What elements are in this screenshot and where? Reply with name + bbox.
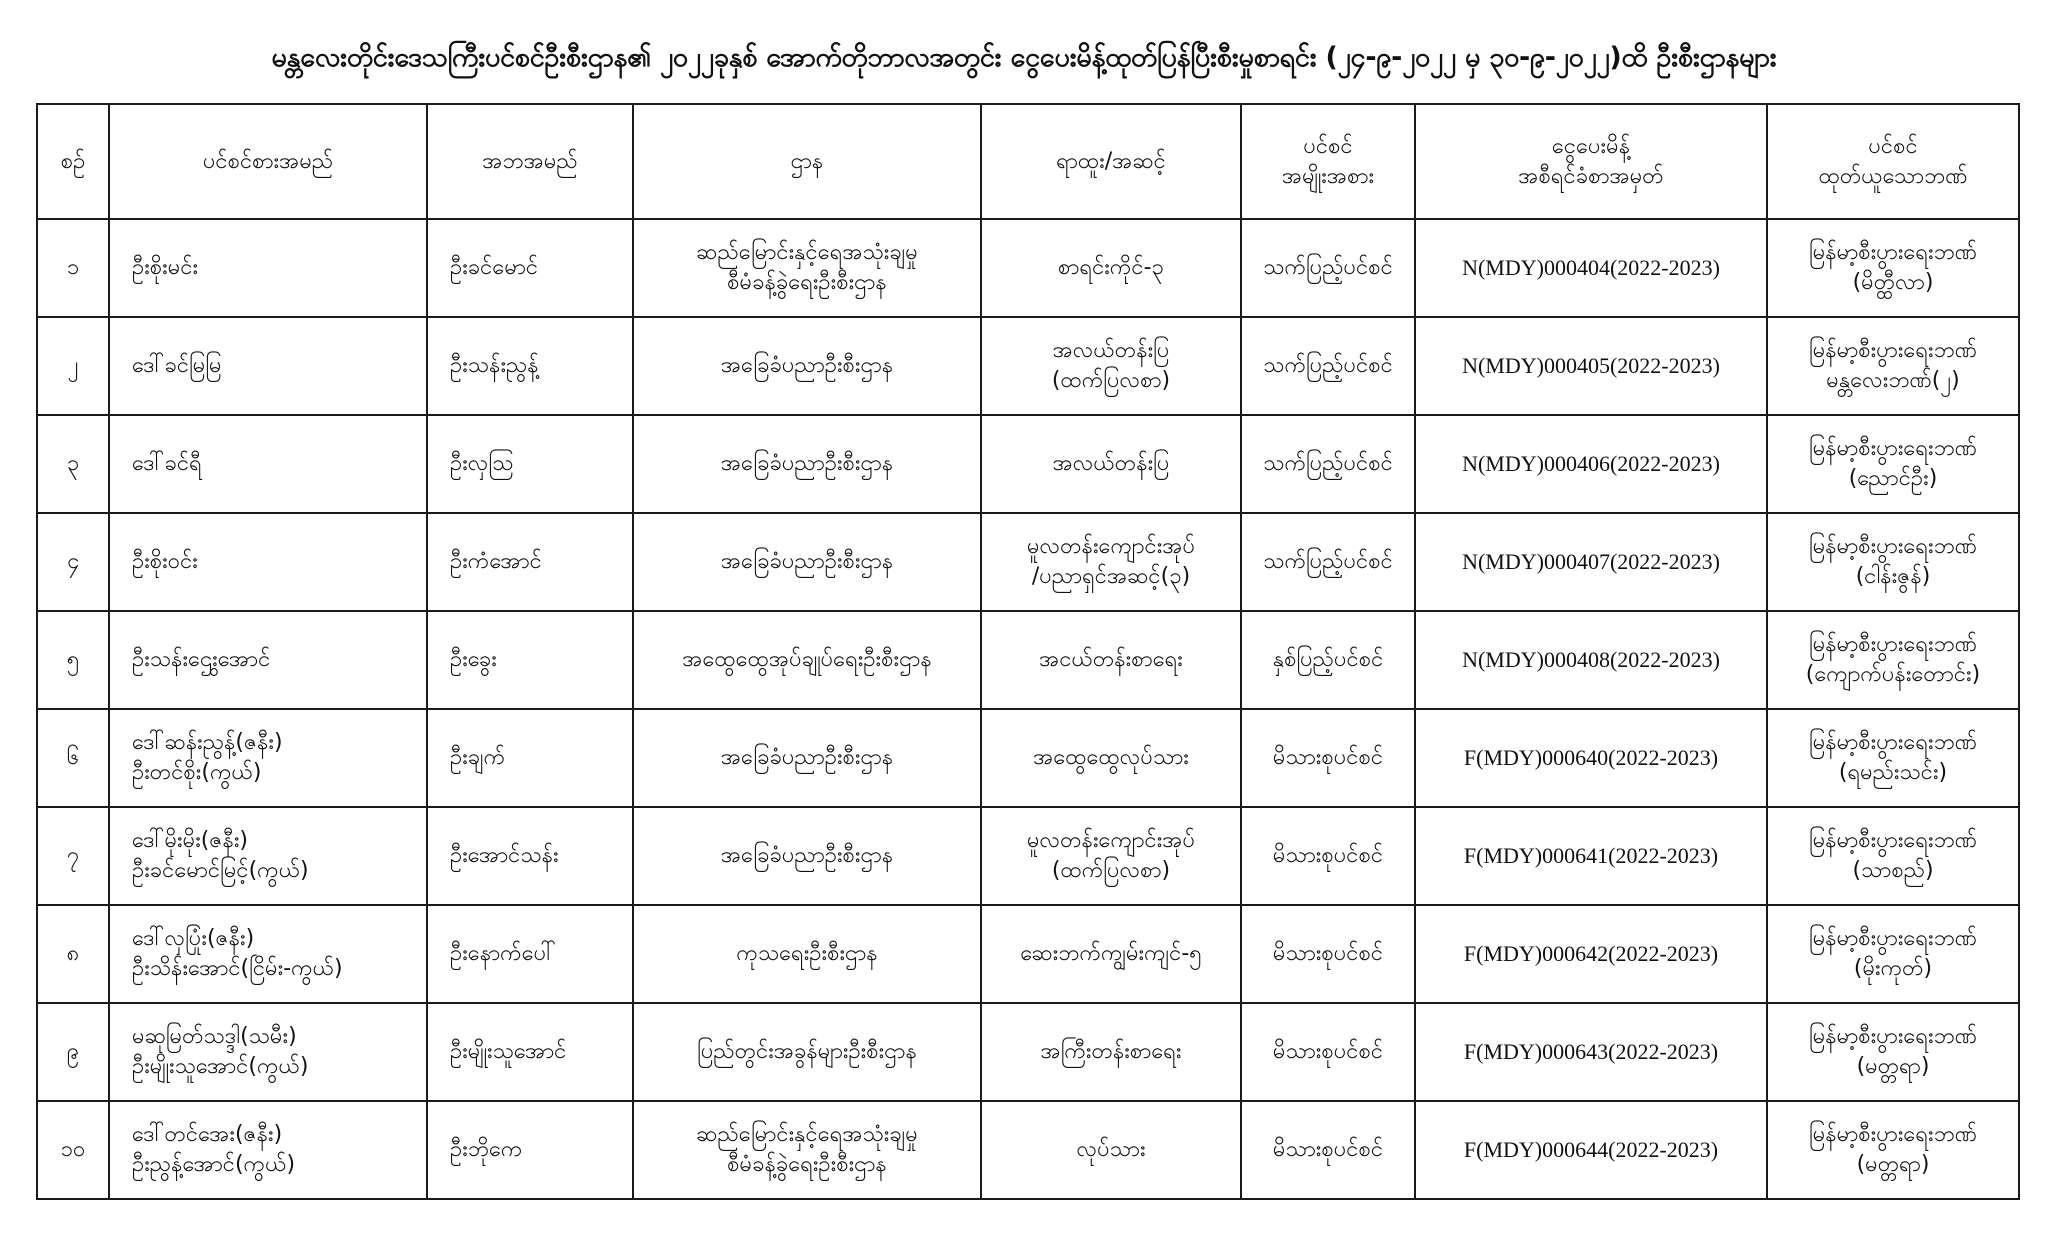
cell-rank: အငယ်တန်းစာရေး — [981, 611, 1241, 709]
cell-rank: အထွေထွေလုပ်သား — [981, 709, 1241, 807]
cell-account: F(MDY)000642(2022-2023) — [1415, 905, 1767, 1003]
cell-account: N(MDY)000407(2022-2023) — [1415, 513, 1767, 611]
cell-bank: မြန်မာ့စီးပွားရေးဘဏ် (ငါန်းဇွန်) — [1767, 513, 2019, 611]
cell-pension-type: နှစ်ပြည့်ပင်စင် — [1241, 611, 1415, 709]
cell-no: ၁ — [37, 219, 109, 317]
cell-department: အထွေထွေအုပ်ချုပ်ရေးဦးစီးဌာန — [633, 611, 981, 709]
cell-no: ၄ — [37, 513, 109, 611]
cell-rank: စာရင်းကိုင်-၃ — [981, 219, 1241, 317]
cell-father: ဦးနောက်ပေါ် — [427, 905, 633, 1003]
table-row — [37, 513, 2019, 611]
cell-name: ဒေါ်လှပြုံး(ဇနီး) ဦးသိန်းအောင်(ငြိမ်း-ကွယ်) — [109, 905, 427, 1003]
pension-table — [36, 103, 2020, 1200]
cell-account: N(MDY)000405(2022-2023) — [1415, 317, 1767, 415]
cell-name: ဒေါ်ဆန်းညွန့်(ဇနီး) ဦးတင်စိုး(ကွယ်) — [109, 709, 427, 807]
table-row — [37, 415, 2019, 513]
header-pension-type: ပင်စင် အမျိုးအစား — [1241, 104, 1415, 219]
table-row — [37, 317, 2019, 415]
cell-father: ဦးခင်မောင် — [427, 219, 633, 317]
table-row — [37, 611, 2019, 709]
header-name: ပင်စင်စားအမည် — [109, 104, 427, 219]
cell-father: ဦးလှသြ — [427, 415, 633, 513]
cell-pension-type: မိသားစုပင်စင် — [1241, 905, 1415, 1003]
table-header-row — [37, 104, 2019, 219]
cell-name: ဦးစိုးမင်း — [109, 219, 427, 317]
cell-bank: မြန်မာ့စီးပွားရေးဘဏ် (မတ္တရာ) — [1767, 1003, 2019, 1101]
cell-account: N(MDY)000406(2022-2023) — [1415, 415, 1767, 513]
cell-pension-type: သက်ပြည့်ပင်စင် — [1241, 219, 1415, 317]
cell-name: ဒေါ်တင်အေး(ဇနီး) ဦးညွန့်အောင်(ကွယ်) — [109, 1101, 427, 1199]
table-row — [37, 807, 2019, 905]
table-row — [37, 219, 2019, 317]
cell-pension-type: သက်ပြည့်ပင်စင် — [1241, 513, 1415, 611]
cell-pension-type: မိသားစုပင်စင် — [1241, 1003, 1415, 1101]
table-row — [37, 1003, 2019, 1101]
cell-father: ဦးဘိုကေ — [427, 1101, 633, 1199]
cell-bank: မြန်မာ့စီးပွားရေးဘဏ် မန္တလေးဘဏ်(၂) — [1767, 317, 2019, 415]
cell-no: ၇ — [37, 807, 109, 905]
cell-bank: မြန်မာ့စီးပွားရေးဘဏ် (ကျောက်ပန်းတောင်း) — [1767, 611, 2019, 709]
cell-no: ၅ — [37, 611, 109, 709]
cell-rank: မူလတန်းကျောင်းအုပ် /ပညာရှင်အဆင့်(၃) — [981, 513, 1241, 611]
cell-rank: အလယ်တန်းပြ — [981, 415, 1241, 513]
header-rank: ရာထူး/အဆင့် — [981, 104, 1241, 219]
cell-name: ဒေါ်ခင်မြမြ — [109, 317, 427, 415]
cell-account: N(MDY)000408(2022-2023) — [1415, 611, 1767, 709]
cell-pension-type: သက်ပြည့်ပင်စင် — [1241, 415, 1415, 513]
cell-pension-type: မိသားစုပင်စင် — [1241, 807, 1415, 905]
cell-rank: ဆေးဘက်ကျွမ်းကျင်-၅ — [981, 905, 1241, 1003]
table-row — [37, 1101, 2019, 1199]
cell-no: ၉ — [37, 1003, 109, 1101]
cell-pension-type: မိသားစုပင်စင် — [1241, 1101, 1415, 1199]
cell-name: ဒေါ်ခင်ရီ — [109, 415, 427, 513]
cell-no: ၁၀ — [37, 1101, 109, 1199]
cell-department: ဆည်မြောင်းနှင့်ရေအသုံးချမှု စီမံခန့်ခွဲရေးဦးစီးဌာန — [633, 219, 981, 317]
cell-no: ၃ — [37, 415, 109, 513]
cell-department: အခြေခံပညာဦးစီးဌာန — [633, 709, 981, 807]
cell-father: ဦးအောင်သန်း — [427, 807, 633, 905]
cell-account: N(MDY)000404(2022-2023) — [1415, 219, 1767, 317]
cell-father: ဦးကံအောင် — [427, 513, 633, 611]
table-row — [37, 905, 2019, 1003]
cell-father: ဦးချက် — [427, 709, 633, 807]
cell-name: ဦးသန်းဌွေးအောင် — [109, 611, 427, 709]
cell-department: အခြေခံပညာဦးစီးဌာန — [633, 807, 981, 905]
header-father: အဘအမည် — [427, 104, 633, 219]
cell-bank: မြန်မာ့စီးပွားရေးဘဏ် (သာစည်) — [1767, 807, 2019, 905]
cell-department: အခြေခံပညာဦးစီးဌာန — [633, 415, 981, 513]
cell-no: ၈ — [37, 905, 109, 1003]
cell-department: အခြေခံပညာဦးစီးဌာန — [633, 513, 981, 611]
cell-bank: မြန်မာ့စီးပွားရေးဘဏ် (မတ္တရာ) — [1767, 1101, 2019, 1199]
cell-bank: မြန်မာ့စီးပွားရေးဘဏ် (ညောင်ဦး) — [1767, 415, 2019, 513]
cell-rank: အကြီးတန်းစာရေး — [981, 1003, 1241, 1101]
cell-department: ကုသရေးဦးစီးဌာန — [633, 905, 981, 1003]
cell-account: F(MDY)000641(2022-2023) — [1415, 807, 1767, 905]
cell-name: ဦးစိုးဝင်း — [109, 513, 427, 611]
cell-account: F(MDY)000644(2022-2023) — [1415, 1101, 1767, 1199]
cell-rank: အလယ်တန်းပြ (ထက်ပြလစာ) — [981, 317, 1241, 415]
cell-bank: မြန်မာ့စီးပွားရေးဘဏ် (မိုးကုတ်) — [1767, 905, 2019, 1003]
table-row — [37, 709, 2019, 807]
cell-name: မဆုမြတ်သဒ္ဒါ(သမီး) ဦးမျိုးသူအောင်(ကွယ်) — [109, 1003, 427, 1101]
cell-father: ဦးသန်းညွန့် — [427, 317, 633, 415]
cell-rank: လုပ်သား — [981, 1101, 1241, 1199]
cell-no: ၆ — [37, 709, 109, 807]
cell-department: ဆည်မြောင်းနှင့်ရေအသုံးချမှု စီမံခန့်ခွဲရေးဦးစီးဌာန — [633, 1101, 981, 1199]
cell-bank: မြန်မာ့စီးပွားရေးဘဏ် (မိတ္ထီလာ) — [1767, 219, 2019, 317]
cell-account: F(MDY)000640(2022-2023) — [1415, 709, 1767, 807]
document-title: မန္တလေးတိုင်းဒေသကြီးပင်စင်ဦးစီးဌာန၏ ၂၀၂၂ခုနှစ် အောက်တိုဘာလအတွင်း ငွေပေးမိန့်ထုတ်ပြန်ပြီးစီးမှုစာရင်း (၂၄-၉-၂၀၂၂ မှ ၃၀-၉-၂၀၂၂)ထိ ဦးစီးဌာနများ — [271, 42, 1777, 73]
header-department: ဌာန — [633, 104, 981, 219]
header-account: ငွေပေးမိန့် အစီရင်ခံစာအမှတ် — [1415, 104, 1767, 219]
cell-father: ဦးခွေး — [427, 611, 633, 709]
header-no: စဉ် — [37, 104, 109, 219]
cell-department: ပြည်တွင်းအခွန်များဦးစီးဌာန — [633, 1003, 981, 1101]
cell-no: ၂ — [37, 317, 109, 415]
cell-pension-type: မိသားစုပင်စင် — [1241, 709, 1415, 807]
cell-account: F(MDY)000643(2022-2023) — [1415, 1003, 1767, 1101]
header-bank: ပင်စင် ထုတ်ယူသောဘဏ် — [1767, 104, 2019, 219]
cell-rank: မူလတန်းကျောင်းအုပ် (ထက်ပြလစာ) — [981, 807, 1241, 905]
cell-bank: မြန်မာ့စီးပွားရေးဘဏ် (ရမည်းသင်း) — [1767, 709, 2019, 807]
cell-father: ဦးမျိုးသူအောင် — [427, 1003, 633, 1101]
cell-pension-type: သက်ပြည့်ပင်စင် — [1241, 317, 1415, 415]
cell-name: ဒေါ်မိုးမိုး(ဇနီး) ဦးခင်မောင်မြင့်(ကွယ်) — [109, 807, 427, 905]
cell-department: အခြေခံပညာဦးစီးဌာန — [633, 317, 981, 415]
